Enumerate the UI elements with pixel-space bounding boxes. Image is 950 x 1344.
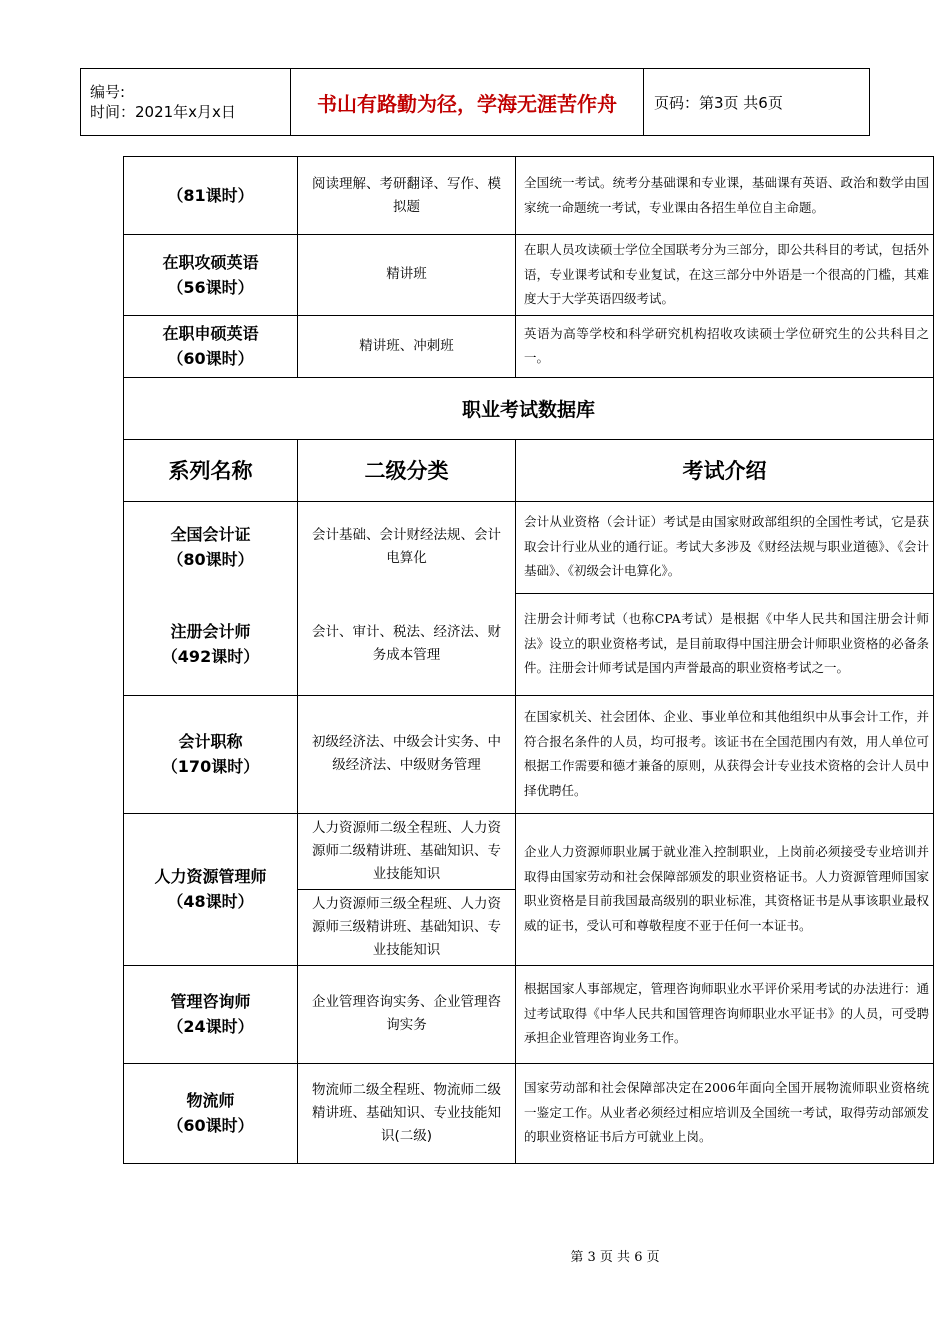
table-row <box>124 695 934 813</box>
series-name: 会计职称 <box>178 732 243 751</box>
description-cell: 全国统一考试。统考分基础课和专业课，基础课有英语、政治和数学由国家统一命题统一考试，专业课由各招生单位自主命题。 <box>516 157 934 235</box>
series-name-cell <box>124 501 298 593</box>
sub-category-cell: 精讲班、冲刺班 <box>298 315 516 377</box>
sub-category-cell: 物流师二级全程班、物流师二级精讲班、基础知识、专业技能知识(二级) <box>298 1063 516 1163</box>
table-row <box>124 965 934 1063</box>
date-label: 时间：2021年x月x日 <box>90 103 236 121</box>
description-cell: 国家劳动部和社会保障部决定在2006年面向全国开展物流师职业资格统一鉴定工作。从业者必须经过相应培训及全国统一考试，取得劳动部颁发的职业资格证书后方可就业上岗。 <box>516 1063 934 1163</box>
page-header <box>80 68 870 136</box>
sub-category-cell: 会计基础、会计财经法规、会计电算化 <box>298 501 516 593</box>
section-title-row <box>124 377 934 439</box>
series-name-cell <box>124 235 298 316</box>
table-row <box>124 235 934 316</box>
series-hours: （170课时） <box>161 757 260 776</box>
table-row <box>124 157 934 235</box>
series-hours: （56课时） <box>167 277 254 297</box>
section-title: 职业考试数据库 <box>124 377 934 439</box>
series-name: 物流师 <box>186 1091 235 1110</box>
description-cell: 会计从业资格（会计证）考试是由国家财政部组织的全国性考试，它是获取会计行业从业的通行证。考试大多涉及《财经法规与职业道德》、《会计基础》、《初级会计电算化》。 <box>516 501 934 593</box>
series-hours: （60课时） <box>167 1116 254 1135</box>
series-name-cell <box>124 965 298 1063</box>
series-name-cell <box>124 1063 298 1163</box>
header-meta <box>81 69 291 136</box>
header-sub-category: 二级分类 <box>298 439 516 501</box>
description-cell: 英语为高等学校和科学研究机构招收攻读硕士学位研究生的公共科目之一。 <box>516 315 934 377</box>
sub-category-cell: 人力资源师三级全程班、人力资源师三级精讲班、基础知识、专业技能知识 <box>298 889 516 965</box>
series-name: 人力资源管理师 <box>154 867 267 886</box>
series-name: 在职攻硕英语 <box>162 252 259 272</box>
table-header-row <box>124 439 934 501</box>
series-name-cell <box>124 157 298 235</box>
sub-category-cell: 人力资源师二级全程班、人力资源师二级精讲班、基础知识、专业技能知识 <box>298 813 516 889</box>
description-cell: 注册会计师考试（也称CPA考试）是根据《中华人民共和国注册会计师法》设立的职业资格考试，是目前取得中国注册会计师职业资格的必备条件。注册会计师考试是国内声誉最高的职业资格考试之一。 <box>516 593 934 695</box>
header-series-name: 系列名称 <box>124 439 298 501</box>
description-cell: 企业人力资源师职业属于就业准入控制职业，上岗前必须接受专业培训并取得由国家劳动和社会保障部颁发的职业资格证书。人力资源管理师国家职业资格是目前我国最高级别的职业标准，其资格证书是从事该职业最权威的证书，受认可和尊敬程度不亚于任何一本证书。 <box>516 813 934 965</box>
series-name-cell <box>124 593 298 695</box>
series-hours: （492课时） <box>161 646 260 666</box>
table-row <box>124 501 934 593</box>
sub-category-cell: 会计、审计、税法、经济法、财务成本管理 <box>298 593 516 695</box>
motto: 书山有路勤为径，学海无涯苦作舟 <box>291 69 644 136</box>
table-row <box>124 593 934 695</box>
series-hours: （81课时） <box>167 186 254 205</box>
description-cell: 在国家机关、社会团体、企业、事业单位和其他组织中从事会计工作，并符合报名条件的人员，均可报考。该证书在全国范围内有效，用人单位可根据工作需要和德才兼备的原则，从获得会计专业技术资格的会计人员中择优聘任。 <box>516 695 934 813</box>
page-footer: 第 3 页 共 6 页 <box>570 1250 660 1265</box>
description-cell: 根据国家人事部规定，管理咨询师职业水平评价采用考试的办法进行：通过考试取得《中华人民共和国管理咨询师职业水平证书》的人员，可受聘承担企业管理咨询业务工作。 <box>516 965 934 1063</box>
sub-category-cell: 精讲班 <box>298 235 516 316</box>
header-exam-intro: 考试介绍 <box>516 439 934 501</box>
series-name: 注册会计师 <box>170 621 251 641</box>
number-label: 编号: <box>90 83 126 101</box>
series-hours: （24课时） <box>167 1017 254 1036</box>
series-name-cell <box>124 813 298 965</box>
series-name-cell <box>124 695 298 813</box>
description-cell: 在职人员攻读硕士学位全国联考分为三部分，即公共科目的考试，包括外语，专业课考试和专业复试，在这三部分中外语是一个很高的门槛，其难度大于大学英语四级考试。 <box>516 235 934 316</box>
table-row <box>124 813 934 889</box>
table-row <box>124 1063 934 1163</box>
page-label: 页码：第3页 共6页 <box>644 69 870 136</box>
series-hours: （60课时） <box>167 349 254 368</box>
series-hours: （48课时） <box>167 892 254 911</box>
series-name: 全国会计证 <box>170 525 251 545</box>
sub-category-cell: 企业管理咨询实务、企业管理咨询实务 <box>298 965 516 1063</box>
series-name: 管理咨询师 <box>170 992 251 1011</box>
exam-table <box>123 156 934 1164</box>
sub-category-cell: 初级经济法、中级会计实务、中级经济法、中级财务管理 <box>298 695 516 813</box>
series-name: 在职申硕英语 <box>162 324 259 343</box>
series-name-cell <box>124 315 298 377</box>
sub-category-cell: 阅读理解、考研翻译、写作、模拟题 <box>298 157 516 235</box>
table-row <box>124 315 934 377</box>
series-hours: （80课时） <box>167 550 254 570</box>
